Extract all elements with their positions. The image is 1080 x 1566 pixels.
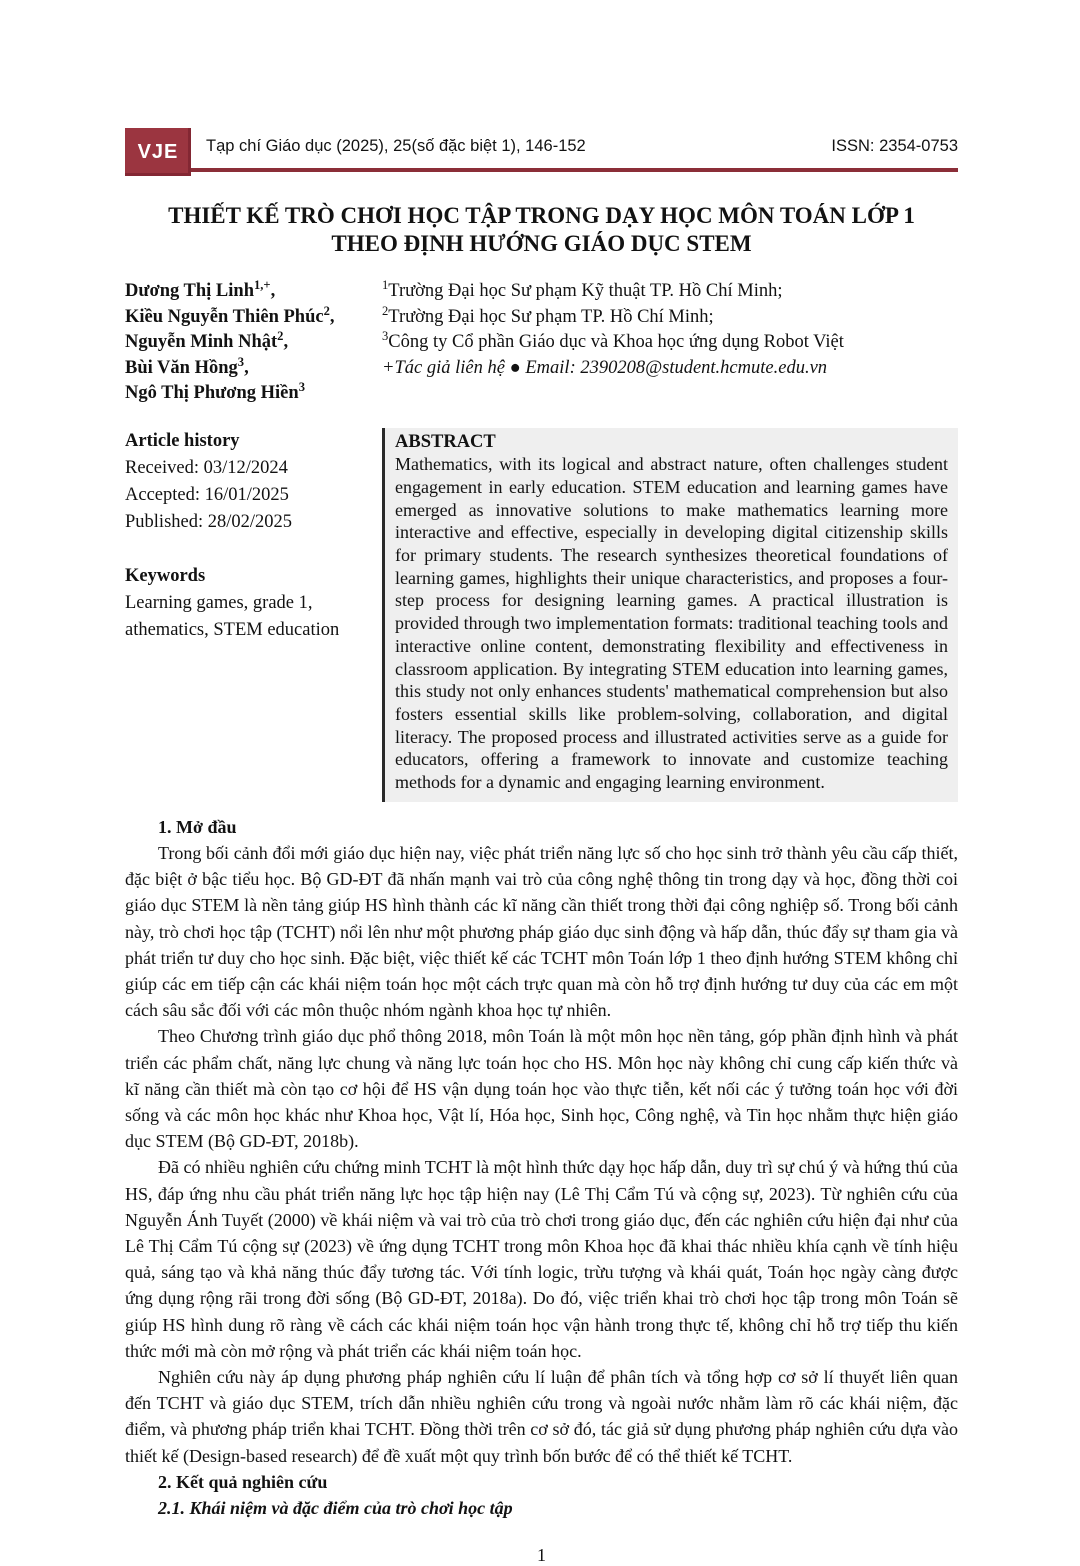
- section-2-1-heading: 2.1. Khái niệm và đặc điểm của trò chơi học tập: [158, 1498, 513, 1519]
- journal-issn: ISSN: 2354-0753: [831, 137, 958, 155]
- author: Kiều Nguyễn Thiên Phúc$^2$,: [125, 303, 335, 327]
- author-superscript: 3: [298, 379, 305, 394]
- authors-list: [125, 279, 382, 407]
- author: Nguyễn Minh Nhật$^2$,: [125, 328, 289, 352]
- accepted-date: Accepted: 16/01/2025: [125, 484, 289, 505]
- body-paragraph: Nghiên cứu này áp dụng phương pháp nghiên cứu lí luận để phân tích và tổng hợp cơ sở lí thuyết liên quan đến TCHT và giáo dục STEM, trích dẫn nhiều nghiên cứu trong và ngoài nước nhằm làm rõ các khái niệm, đặc điểm, và phương pháp triển khai TCHT. Đồng thời trên cơ sở đó, tác giả sử dụng phương pháp nghiên cứu dựa vào thiết kế (Design-based research) để đề xuất một quy trình bốn bước để có thể thiết kế TCHT.: [125, 1367, 958, 1466]
- article-title-line1: THIẾT KẾ TRÒ CHƠI HỌC TẬP TRONG DẠY HỌC MÔN TOÁN LỚP 1: [168, 203, 915, 228]
- abstract-heading: ABSTRACT: [395, 431, 496, 452]
- article-title: [125, 202, 958, 258]
- journal-header: [125, 128, 958, 178]
- abstract-text: Mathematics, with its logical and abstract nature, often challenges student engagement in early education. STEM education and learning games have emerged as innovative solutions to make mathematics learning more interactive and effective, especially in developing digital citizenship skills for primary students. The research synthesizes theoretical foundations of learning games, highlights their unique characteristics, and proposes a four-step process for designing learning games. A practical illustration is provided through two implementation formats: traditional teaching tools and interactive online content, demonstrating flexibility and effectiveness in classroom application. By integrating STEM education into learning games, this study not only enhances students' mathematical comprehension but also fosters essential skills like problem-solving, collaboration, and digital literacy. The proposed process and illustrated activities serve as a guide for educators, offering a framework to innovate and customize teaching methods for a dynamic and engaging learning environment.: [395, 454, 948, 793]
- header-rule: [125, 168, 958, 172]
- journal-logo: [125, 128, 191, 176]
- body-paragraph: Theo Chương trình giáo dục phổ thông 2018, môn Toán là một môn học nền tảng, góp phần định hình và phát triển các phẩm chất, năng lực chung và năng lực toán học cho HS. Môn học này không chỉ cung cấp kiến thức và kĩ năng cần thiết mà còn tạo cơ hội để HS vận dụng toán học vào thực tiễn, kết nối các ý tưởng toán học với đời sống và các môn học khác như Khoa học, Vật lí, Hóa học, Sinh học, Công nghệ, và Tin học nhằm thực hiện giáo dục STEM (Bộ GD-ĐT, 2018b).: [125, 1026, 958, 1152]
- author-superscript: 1,+: [254, 277, 271, 292]
- keywords-text: Learning games, grade 1, athematics, STEM education: [125, 592, 340, 640]
- author-superscript: 3: [237, 354, 245, 369]
- section-2-heading: 2. Kết quả nghiên cứu: [158, 1471, 328, 1492]
- meta-row: [125, 428, 958, 802]
- article-body: [125, 814, 958, 1521]
- body-paragraph: Trong bối cảnh đổi mới giáo dục hiện nay, việc phát triển năng lực số cho học sinh trở thành yêu cầu cấp thiết, đặc biệt ở bậc tiểu học. Bộ GD-ĐT đã nhấn mạnh vai trò của công nghệ thông tin trong dạy và học, đồng thời coi giáo dục STEM là nền tảng giúp HS hình thành các kĩ năng cần thiết trong thời đại công nghiệp số. Trong bối cảnh này, trò chơi học tập (TCHT) nổi lên như một phương pháp giáo dục sinh động và hấp dẫn, thúc đẩy sự tham gia và phát triển tư duy cho học sinh. Đặc biệt, việc thiết kế các TCHT môn Toán lớp 1 theo định hướng STEM không chỉ giúp các em tiếp cận các khái niệm toán học một cách trực quan mà còn hỗ trợ định hướng tư duy của các em một cách sâu sắc đối với các môn thuộc nhóm ngành khoa học tự nhiên.: [125, 842, 958, 1021]
- journal-citation: Tạp chí Giáo dục (2025), 25(số đặc biệt 1), 146-152: [206, 137, 586, 155]
- affiliation: $^3$Công ty Cổ phần Giáo dục và Khoa học ứng dụng Robot Việt: [382, 328, 844, 352]
- keywords-block: [125, 563, 358, 644]
- journal-logo-text: VJE: [137, 140, 179, 163]
- byline-row: [125, 279, 958, 407]
- author: Ngô Thị Phương Hiền$^3$: [125, 379, 305, 403]
- affiliations-list: [382, 279, 958, 407]
- affiliation-superscript: 1: [382, 277, 389, 292]
- keywords-heading: Keywords: [125, 565, 206, 586]
- affiliation: $^2$Trường Đại học Sư phạm TP. Hồ Chí Minh;: [382, 303, 714, 327]
- section-1-heading: 1. Mở đầu: [158, 816, 237, 837]
- body-paragraph: Đã có nhiều nghiên cứu chứng minh TCHT là một hình thức dạy học hấp dẫn, duy trì sự chú ý và hứng thú của HS, đáp ứng nhu cầu phát triển năng lực học tập hiện nay (Lê Thị Cẩm Tú và cộng sự, 2023). Từ nghiên cứu của Nguyễn Ánh Tuyết (2000) về khái niệm và vai trò của trò chơi trong giáo dục, đến các nghiên cứu hiện đại như của Lê Thị Cẩm Tú cộng sự (2023) về ứng dụng TCHT trong môn Khoa học đã khai thác nhiều khía cạnh về tính hiệu quả, sáng tạo và khả năng thúc đẩy tương tác. Với tính logic, trừu tượng và khái quát, Toán học ngày càng được ứng dụng rộng rãi trong đời sống (Bộ GD-ĐT, 2018a). Do đó, việc triển khai trò chơi học tập trong môn Toán sẽ giúp HS hình dung rõ ràng về cách các khái niệm toán học vận hành trong thực tế, không chỉ hỗ trợ tiếp thu kiến thức mới mà còn mở rộng và phát triển các khái niệm toán học.: [125, 1157, 958, 1361]
- received-date: Received: 03/12/2024: [125, 457, 288, 478]
- corresponding-author-email: +Tác giả liên hệ ● Email: 2390208@student.hcmute.edu.vn: [382, 357, 828, 378]
- affiliation-superscript: 3: [382, 328, 389, 343]
- author: Bùi Văn Hồng$^3$,: [125, 354, 249, 378]
- author-superscript: 2: [277, 328, 284, 343]
- article-title-line2: THEO ĐỊNH HƯỚNG GIÁO DỤC STEM: [331, 231, 752, 256]
- page-number: 1: [537, 1545, 546, 1566]
- article-history-heading: Article history: [125, 430, 240, 451]
- article-history: [125, 428, 382, 802]
- published-date: Published: 28/02/2025: [125, 511, 293, 532]
- author-superscript: 2: [323, 303, 330, 318]
- affiliation: $^1$Trường Đại học Sư phạm Kỹ thuật TP. Hồ Chí Minh;: [382, 277, 783, 301]
- author: Dương Thị Linh$^{1,+}$,: [125, 277, 276, 301]
- affiliation-superscript: 2: [382, 303, 389, 318]
- abstract-block: [382, 428, 958, 802]
